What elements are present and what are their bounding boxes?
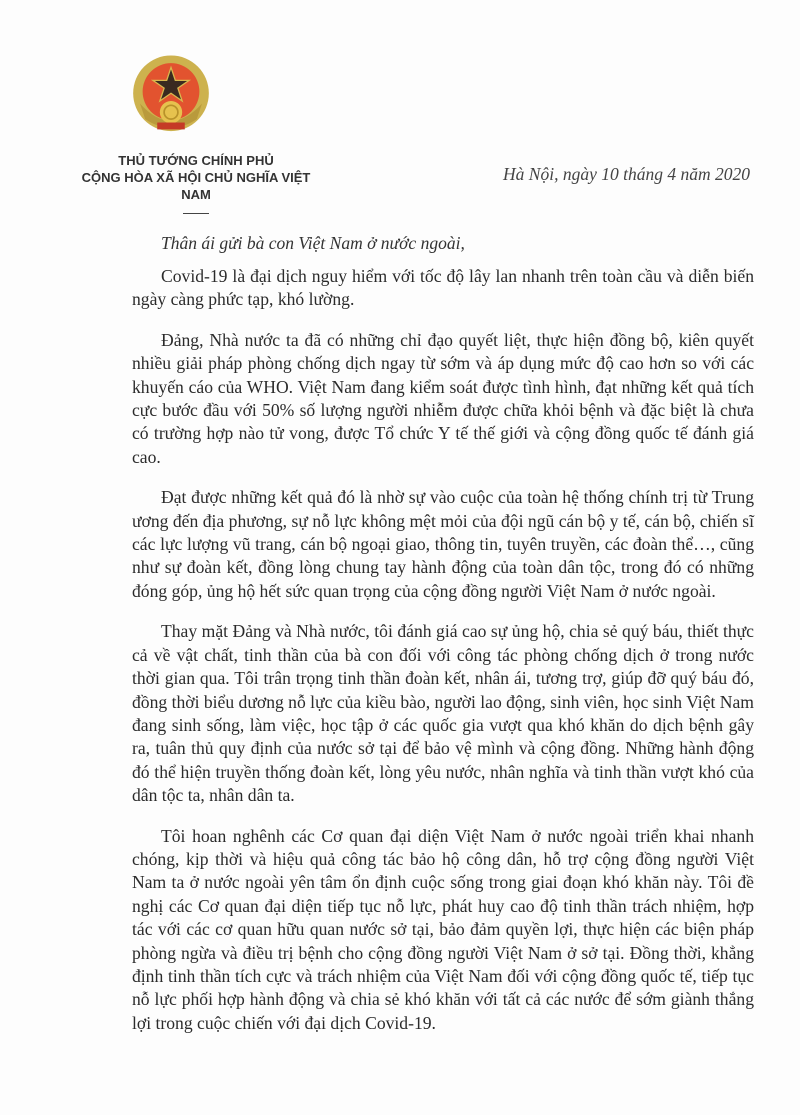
issuer-title: THỦ TƯỚNG CHÍNH PHỦ <box>118 153 274 168</box>
letter-body <box>132 265 754 1052</box>
header-divider <box>183 213 209 214</box>
salutation: Thân ái gửi bà con Việt Nam ở nước ngoài, <box>161 233 465 253</box>
national-emblem-icon <box>128 52 214 138</box>
issuer-header <box>76 152 316 214</box>
country-name: CỘNG HÒA XÃ HỘI CHỦ NGHĨA VIỆT NAM <box>81 170 311 202</box>
paragraph: Đảng, Nhà nước ta đã có những chỉ đạo quyết liệt, thực hiện đồng bộ, kiên quyết nhiều giải pháp phòng chống dịch ngay từ sớm và áp dụng mức độ cao hơn so với các khuyến cáo của WHO. Việt Nam đang kiểm soát được tình hình, đạt những kết quả tích cực bước đầu với 50% số lượng người nhiễm được chữa khỏi bệnh và đặc biệt là chưa có trường hợp nào tử vong, được Tổ chức Y tế thế giới và cộng đồng quốc tế đánh giá cao. <box>132 329 754 467</box>
paragraph: Tôi hoan nghênh các Cơ quan đại diện Việt Nam ở nước ngoài triển khai nhanh chóng, kịp thời và hiệu quả công tác bảo hộ công dân, hỗ trợ cộng đồng người Việt Nam ta ở nước ngoài yên tâm ổn định cuộc sống trong giai đoạn khó khăn này. Tôi đề nghị các Cơ quan đại diện tiếp tục nỗ lực, phát huy cao độ tinh thần trách nhiệm, hợp tác với các cơ quan hữu quan nước sở tại, bảo đảm quyền lợi, thực hiện các biện pháp phòng ngừa và điều trị bệnh cho cộng đồng người Việt Nam ở sở tại. Đồng thời, khẳng định tinh thần tích cực và trách nhiệm của Việt Nam đối với cộng đồng quốc tế, tiếp tục nỗ lực phối hợp hành động và chia sẻ khó khăn với tất cả các nước để sớm giành thắng lợi trong cuộc chiến với đại dịch Covid-19. <box>132 825 754 1033</box>
paragraph: Thay mặt Đảng và Nhà nước, tôi đánh giá cao sự ủng hộ, chia sẻ quý báu, thiết thực cả về vật chất, tinh thần của bà con đối với công tác phòng chống dịch ở trong nước thời gian qua. Tôi trân trọng tinh thần đoàn kết, nhân ái, tương trợ, giúp đỡ quý báu đó, đồng thời biểu dương nỗ lực của kiều bào, người lao động, sinh viên, học sinh Việt Nam đang sinh sống, làm việc, học tập ở các quốc gia vượt qua khó khăn do dịch bệnh gây ra, tuân thủ quy định của nước sở tại để bảo vệ mình và cộng đồng. Những hành động đó thể hiện truyền thống đoàn kết, lòng yêu nước, nhân nghĩa và tinh thần vượt khó của dân tộc ta, nhân dân ta. <box>132 621 754 806</box>
paragraph: Covid-19 là đại dịch nguy hiểm với tốc độ lây lan nhanh trên toàn cầu và diễn biến ngày càng phức tạp, khó lường. <box>132 266 754 310</box>
dateline: Hà Nội, ngày 10 tháng 4 năm 2020 <box>503 164 750 184</box>
paragraph: Đạt được những kết quả đó là nhờ sự vào cuộc của toàn hệ thống chính trị từ Trung ương đến địa phương, sự nỗ lực không mệt mỏi của đội ngũ cán bộ y tế, cán bộ, chiến sĩ các lực lượng vũ trang, cán bộ ngoại giao, thông tin, tuyên truyền, các đoàn thể…, cũng như sự đoàn kết, đồng lòng chung tay hành động của toàn dân tộc, trong đó có những đóng góp, ủng hộ hết sức quan trọng của cộng đồng người Việt Nam ở nước ngoài. <box>132 487 754 601</box>
